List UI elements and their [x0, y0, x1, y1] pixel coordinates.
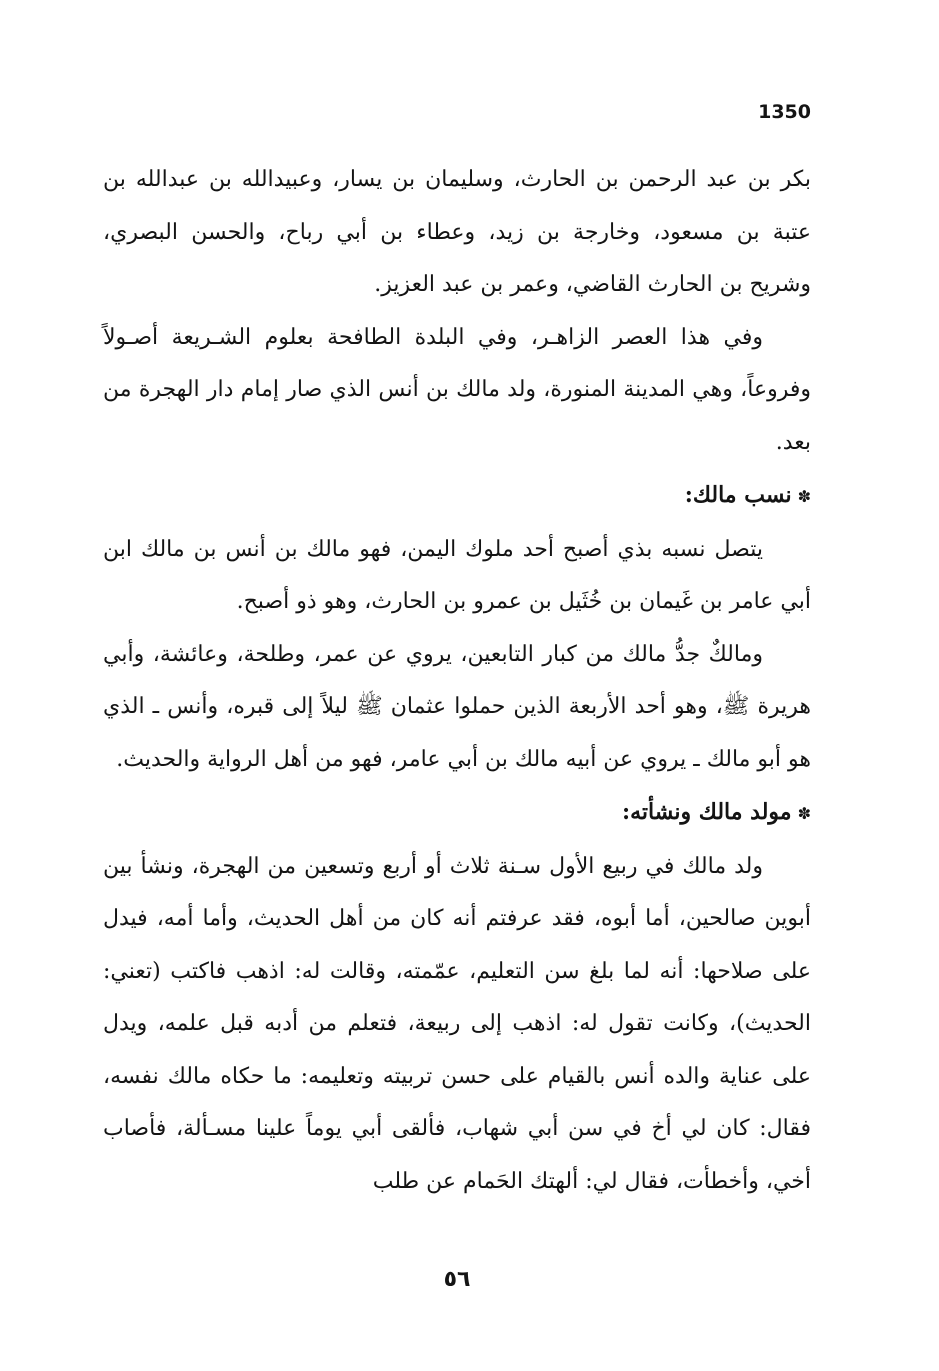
page-body: [103, 154, 811, 1208]
paragraph-scholars-list: بكر بن عبد الرحمن بن الحارث، وسليمان بن يسار، وعبيدالله بن عبدالله بن عتبة بن مسعود، وخارجة بن زيد، وعطاء بن أبي رباح، والحسن البصري، وشريح بن الحارث القاضي، وعمر بن عبد العزيز.: [103, 167, 811, 297]
paragraph-grandfather: ومالكٌ جدُّ مالك من كبار التابعين، يروي عن عمر، وطلحة، وعائشة، وأبي هريرة ﷺ، وهو أحد الأربعة الذين حملوا عثمان ﷺ ليلاً إلى قبره، وأنس ـ الذي هو أبو مالك ـ يروي عن أبيه مالك بن أبي عامر، فهو من أهل الرواية والحديث.: [103, 641, 811, 772]
section-heading-lineage-text: نسب مالك:: [684, 482, 792, 508]
section-heading-birth-text: مولد مالك ونشأته:: [622, 799, 792, 825]
star-bullet-icon: ✽: [797, 487, 811, 506]
paragraph-upbringing: ولد مالك في ربيع الأول سـنة ثلاث أو أربع وتسعين من الهجرة، ونشأ بين أبوين صالحين، أما أبوه، فقد عرفتم أنه كان من أهل الحديث، وأما أمه، فيدل على صلاحها: أنه لما بلغ سن التعليم، عمّمته، وقالت له: اذهب فاكتب (تعني: الحديث)، وكانت تقول له: اذهب إلى ربيعة، فتعلم من أدبه قبل علمه، ويدل على عناية والده أنس بالقيام على حسن تربيته وتعليمه: ما حكاه مالك نفسه، فقال: كان لي أخ في سن أبي شهاب، فألقى أبي يوماً علينا مسـألة، فأصاب أخي، وأخطأت، فقال لي: ألهتك الحَمام عن طلب: [103, 853, 811, 1194]
bottom-page-number: ٥٦: [443, 1267, 471, 1292]
paragraph-birth-context: وفي هذا العصر الزاهـر، وفي البلدة الطافحة بعلوم الشـريعة أصـولاً وفروعاً، وهي المدينة المنورة، ولد مالك بن أنس الذي صار إمام دار الهجرة من بعد.: [103, 324, 811, 455]
section-heading-lineage: [103, 469, 811, 524]
top-page-number: 1350: [758, 101, 811, 123]
section-heading-birth: [103, 786, 811, 841]
book-page: [103, 98, 811, 1298]
paragraph-lineage: يتصل نسبه بذي أصبح أحد ملوك اليمن، فهو مالك بن أنس بن مالك ابن أبي عامر بن غَيمان بن خُثَيل بن عمرو بن الحارث، وهو ذو أصبح.: [103, 536, 811, 614]
star-bullet-icon: ✽: [797, 804, 811, 823]
